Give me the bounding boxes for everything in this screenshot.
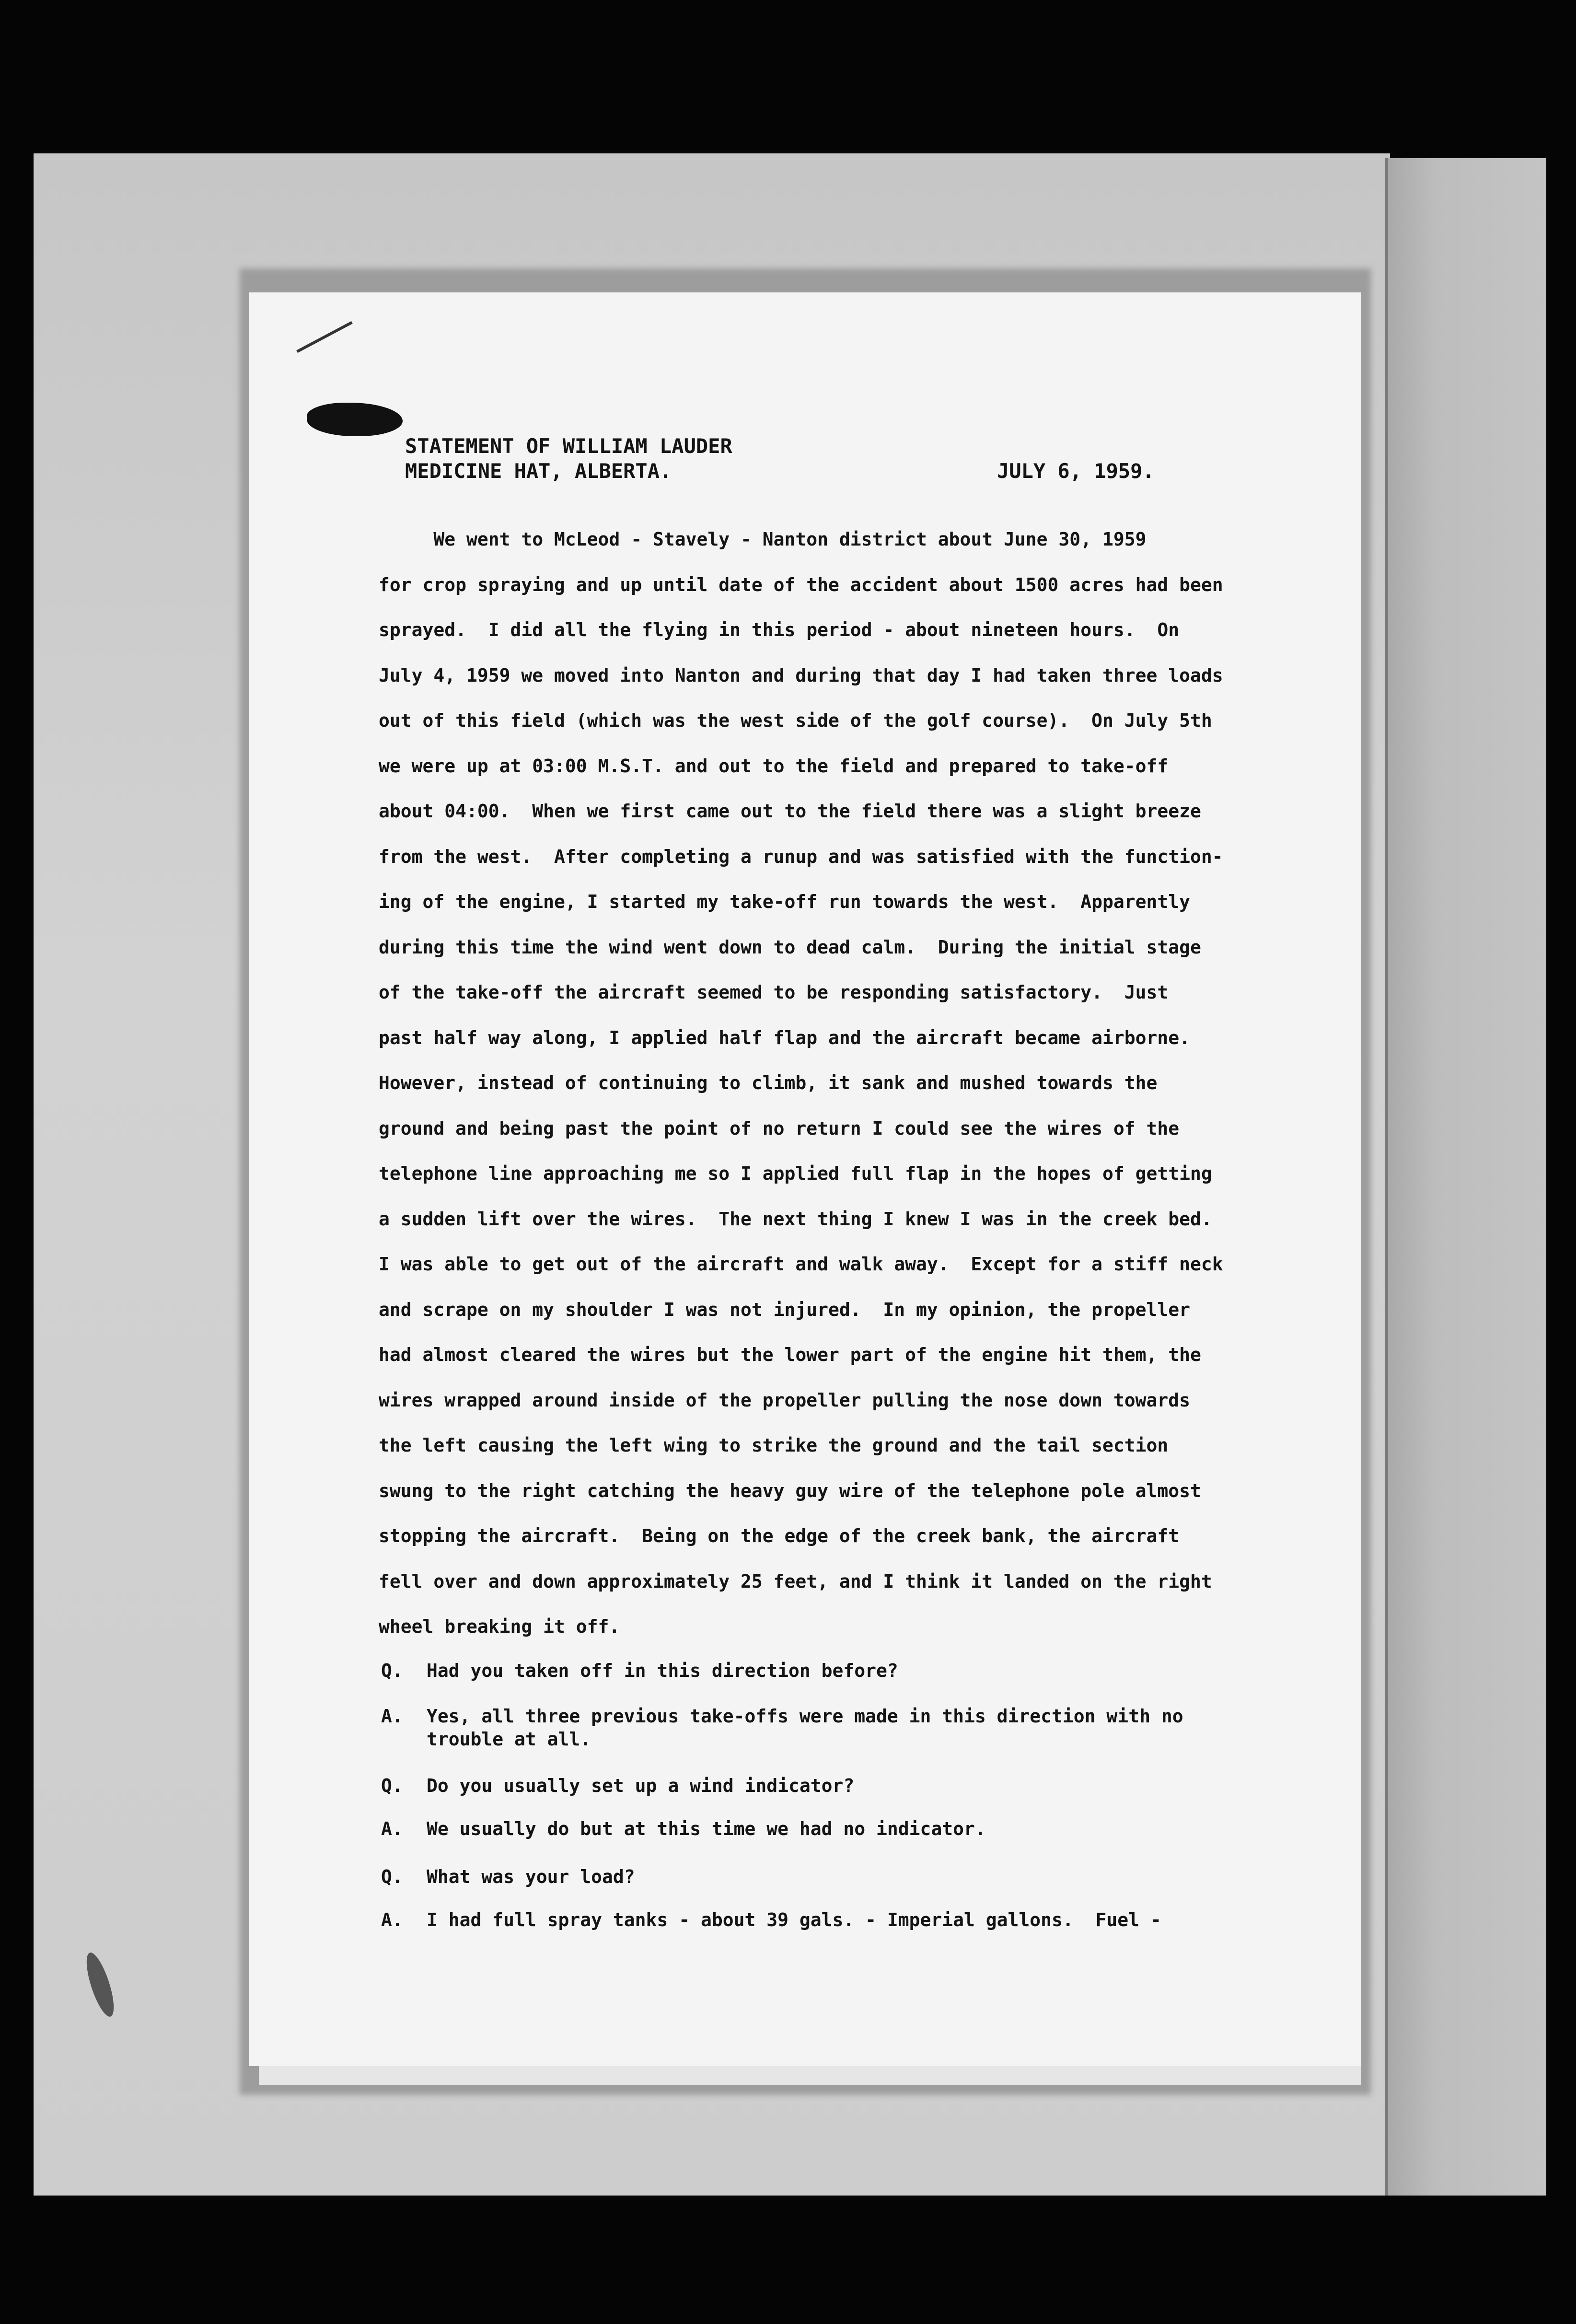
body-line: during this time the wind went down to dead calm. During the initial stage [379,937,1201,958]
body-line: sprayed. I did all the flying in this period - about nineteen hours. On [379,619,1180,640]
body-line: telephone line approaching me so I applied full flap in the hopes of getting [379,1163,1212,1184]
body-line: for crop spraying and up until date of the accident about 1500 acres had been [379,574,1223,595]
body-line: ground and being past the point of no return I could see the wires of the [379,1118,1180,1139]
body-line: wheel breaking it off. [379,1616,620,1637]
answer-text: We usually do but at this time we had no indicator. [427,1818,986,1839]
answer-marker: A. [381,1706,403,1727]
body-line: We went to McLeod - Stavely - Nanton district about June 30, 1959 [379,529,1147,550]
body-line: we were up at 03:00 M.S.T. and out to the field and prepared to take-off [379,755,1169,777]
statement-title: STATEMENT OF WILLIAM LAUDER [405,434,732,458]
body-line: ing of the engine, I started my take-off run towards the west. Apparently [379,891,1190,912]
body-line: past half way along, I applied half flap and the aircraft became airborne. [379,1027,1190,1048]
body-line: had almost cleared the wires but the lower part of the engine hit them, the [379,1344,1201,1365]
question-marker: Q. [381,1660,403,1681]
body-line: July 4, 1959 we moved into Nanton and during that day I had taken three loads [379,665,1223,686]
question-marker: Q. [381,1866,403,1887]
question-text: Do you usually set up a wind indicator? [427,1775,855,1796]
statement-header [405,434,732,484]
answer-marker: A. [381,1818,403,1839]
body-line: a sudden lift over the wires. The next thing I knew I was in the creek bed. [379,1208,1212,1230]
answer-marker: A. [381,1909,403,1930]
statement-location: MEDICINE HAT, ALBERTA. [405,459,672,483]
body-line: I was able to get out of the aircraft and walk away. Except for a stiff neck [379,1254,1223,1275]
body-line: and scrape on my shoulder I was not injured. In my opinion, the propeller [379,1299,1190,1320]
body-line: out of this field (which was the west side of the golf course). On July 5th [379,710,1212,731]
body-line: of the take-off the aircraft seemed to be responding satisfactory. Just [379,982,1169,1003]
statement-date: JULY 6, 1959. [997,459,1155,483]
body-line: swung to the right catching the heavy guy wire of the telephone pole almost [379,1480,1201,1501]
answer-text: trouble at all. [427,1729,591,1750]
body-line: from the west. After completing a runup and was satisfied with the function- [379,846,1223,867]
backing-board-edge [1385,158,1546,2196]
body-line: the left causing the left wing to strike the ground and the tail section [379,1435,1169,1456]
question-marker: Q. [381,1775,403,1796]
question-text: What was your load? [427,1866,635,1887]
body-line: fell over and down approximately 25 feet, and I think it landed on the right [379,1571,1212,1592]
question-text: Had you taken off in this direction before? [427,1660,898,1681]
body-line: However, instead of continuing to climb, it sank and mushed towards the [379,1072,1158,1093]
body-line: wires wrapped around inside of the propeller pulling the nose down towards [379,1390,1190,1411]
body-line: about 04:00. When we first came out to the field there was a slight breeze [379,801,1201,822]
body-line: stopping the aircraft. Being on the edge of the creek bank, the aircraft [379,1525,1180,1546]
answer-text: Yes, all three previous take-offs were made in this direction with no [427,1706,1183,1727]
sheet-bottom-edge [259,2066,1361,2085]
answer-text: I had full spray tanks - about 39 gals. - Imperial gallons. Fuel - [427,1909,1161,1930]
